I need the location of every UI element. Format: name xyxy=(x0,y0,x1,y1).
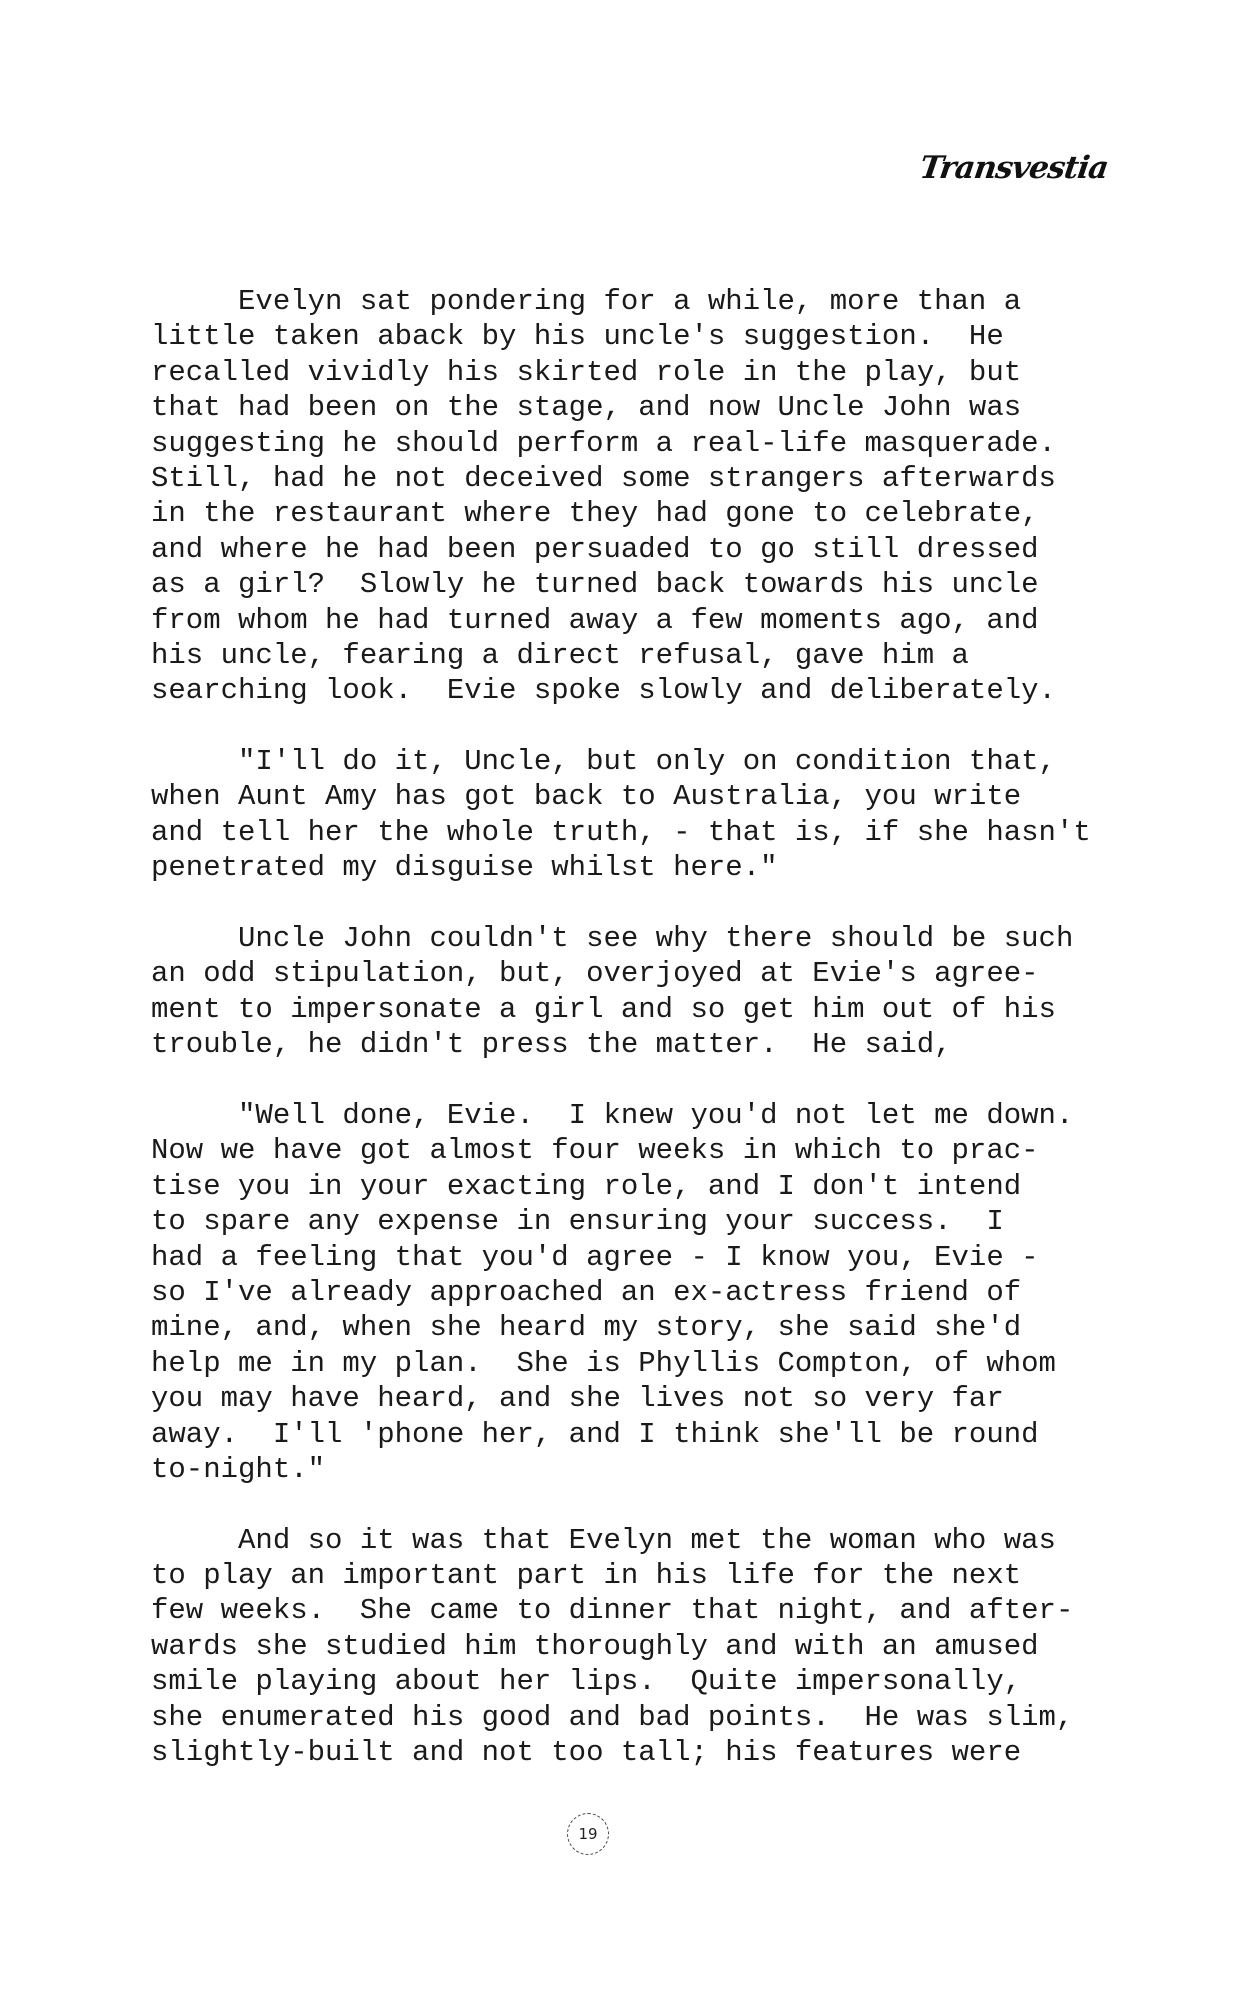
text-line: an odd stipulation, but, overjoyed at Evie's agree- xyxy=(151,957,1039,991)
text-line: "I'll do it, Uncle, but only on condition that, xyxy=(151,745,1056,779)
text-line: penetrated my disguise whilst here." xyxy=(151,851,778,885)
text-line: you may have heard, and she lives not so very far xyxy=(151,1382,1004,1416)
magazine-logo: Transvestia xyxy=(917,150,1111,186)
page-number: 19 xyxy=(567,1813,609,1855)
text-line: and tell her the whole truth, - that is, if she hasn't xyxy=(151,815,1091,849)
paragraph xyxy=(151,744,1151,886)
paragraph xyxy=(151,921,1151,1063)
text-line: to-night." xyxy=(151,1452,326,1486)
text-line: "Well done, Evie. I knew you'd not let me down. xyxy=(151,1098,1074,1132)
text-line: to play an important part in his life for the next xyxy=(151,1559,1022,1593)
text-line: little taken aback by his uncle's suggestion. He xyxy=(151,320,1004,354)
text-line: wards she studied him thoroughly and with an amused xyxy=(151,1629,1039,1663)
text-line: Now we have got almost four weeks in which to prac- xyxy=(151,1134,1039,1168)
text-line: ment to impersonate a girl and so get him out of his xyxy=(151,992,1056,1026)
text-line: And so it was that Evelyn met the woman who was xyxy=(151,1523,1056,1557)
body-text xyxy=(151,284,1151,1770)
text-line: tise you in your exacting role, and I don't intend xyxy=(151,1169,1022,1203)
text-line: help me in my plan. She is Phyllis Compton, of whom xyxy=(151,1346,1056,1380)
text-line: when Aunt Amy has got back to Australia, you write xyxy=(151,780,1022,814)
paragraph xyxy=(151,1098,1151,1487)
text-line: Evelyn sat pondering for a while, more than a xyxy=(151,285,1022,318)
text-line: that had been on the stage, and now Uncle John was xyxy=(151,391,1022,425)
text-line: she enumerated his good and bad points. He was slim, xyxy=(151,1700,1074,1734)
text-line: searching look. Evie spoke slowly and deliberately. xyxy=(151,674,1056,708)
paragraph xyxy=(151,284,1151,709)
text-line: suggesting he should perform a real-life masquerade. xyxy=(151,426,1056,460)
text-line: mine, and, when she heard my story, she said she'd xyxy=(151,1311,1022,1345)
text-line: few weeks. She came to dinner that night, and after- xyxy=(151,1594,1074,1628)
text-line: as a girl? Slowly he turned back towards his uncle xyxy=(151,568,1039,602)
text-line: recalled vividly his skirted role in the play, but xyxy=(151,355,1022,389)
text-line: slightly-built and not too tall; his features were xyxy=(151,1736,1022,1770)
text-line: to spare any expense in ensuring your success. I xyxy=(151,1205,1004,1239)
text-line: from whom he had turned away a few moments ago, and xyxy=(151,603,1039,637)
text-line: his uncle, fearing a direct refusal, gave him a xyxy=(151,638,969,672)
text-line: Uncle John couldn't see why there should be such xyxy=(151,922,1074,956)
text-line: smile playing about her lips. Quite impersonally, xyxy=(151,1665,1022,1699)
text-line: away. I'll 'phone her, and I think she'll be round xyxy=(151,1417,1039,1451)
text-line: had a feeling that you'd agree - I know you, Evie - xyxy=(151,1240,1039,1274)
text-line: so I've already approached an ex-actress friend of xyxy=(151,1275,1022,1309)
paragraph xyxy=(151,1523,1151,1771)
text-line: trouble, he didn't press the matter. He said, xyxy=(151,1028,952,1062)
text-line: in the restaurant where they had gone to celebrate, xyxy=(151,497,1039,531)
text-line: and where he had been persuaded to go still dressed xyxy=(151,532,1039,566)
text-line: Still, had he not deceived some strangers afterwards xyxy=(151,461,1056,495)
